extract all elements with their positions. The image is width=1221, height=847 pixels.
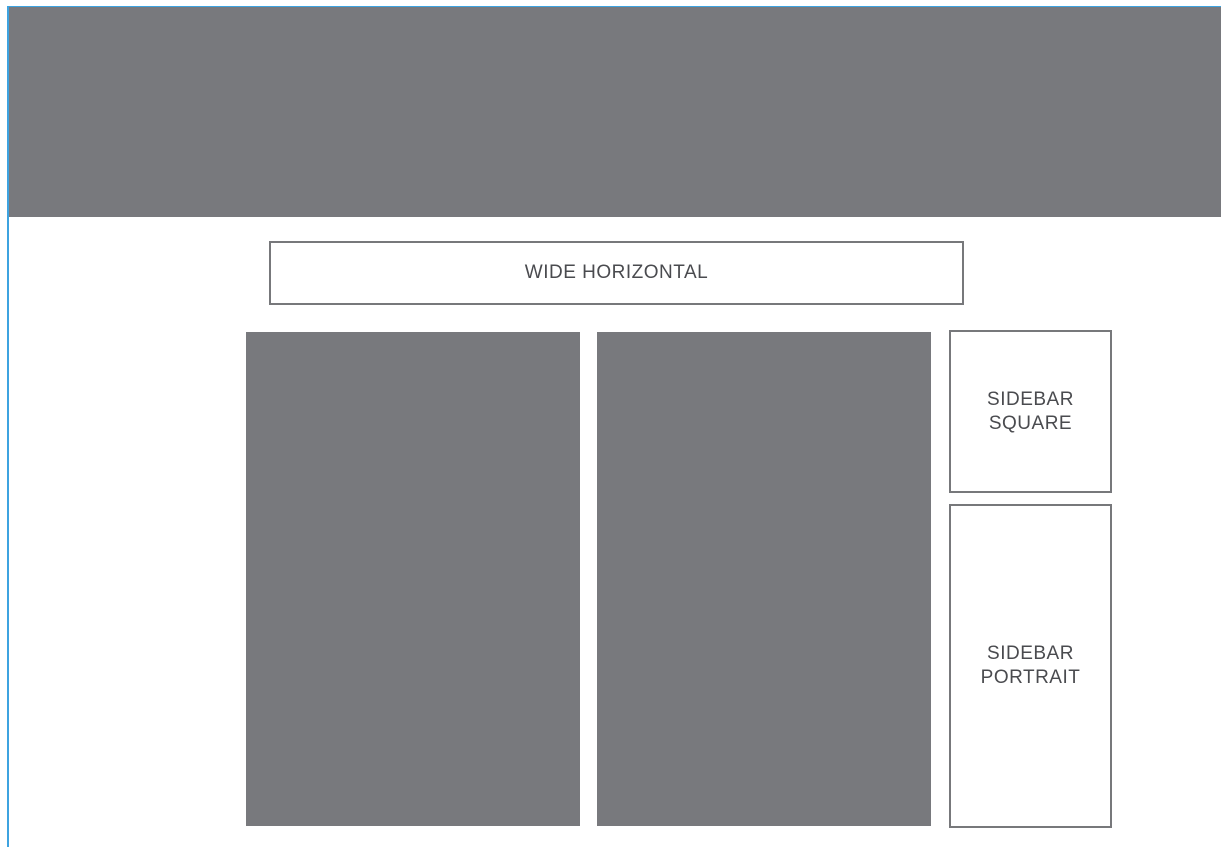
wide-horizontal-label: WIDE HORIZONTAL — [524, 262, 709, 284]
sidebar-portrait-label: SIDEBAR PORTRAIT — [980, 643, 1081, 688]
sidebar-portrait-ad-slot — [949, 504, 1112, 828]
header-banner-placeholder — [9, 7, 1221, 217]
sidebar-square-ad-slot — [949, 330, 1112, 493]
sidebar-square-label: SIDEBAR SQUARE — [987, 388, 1074, 434]
content-column-placeholder-2 — [597, 332, 931, 826]
content-column-placeholder-1 — [246, 332, 580, 826]
wide-horizontal-ad-slot — [269, 241, 964, 305]
